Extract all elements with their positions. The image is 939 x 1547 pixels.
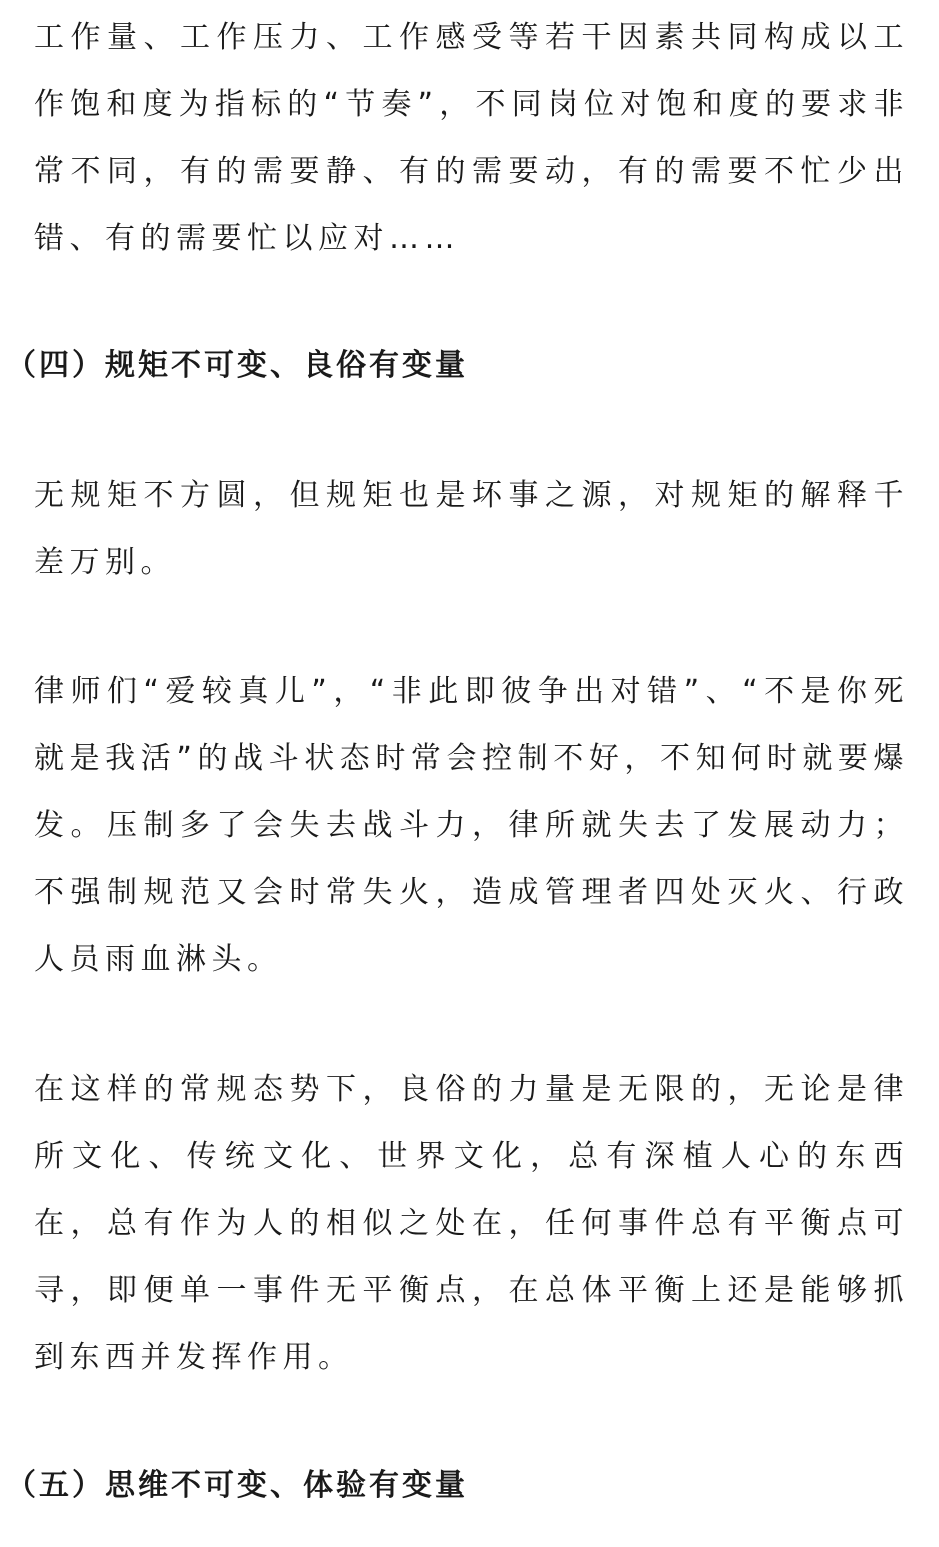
paragraph-work-rhythm: 工作量、工作压力、工作感受等若干因素共同构成以工作饱和度为指标的“节奏”，不同岗位对饱和度的要求非常不同，有的需要静、有的需要动，有的需要不忙少出错、有的需要忙以应对…… (34, 20, 909, 256)
section-heading-four: （四）规矩不可变、良俗有变量 (6, 348, 468, 383)
paragraph-good-customs: 在这样的常规态势下，良俗的力量是无限的，无论是律所文化、传统文化、世界文化，总有深植人心的东西在，总有作为人的相似之处在，任何事件总有平衡点可寻，即便单一事件无平衡点，在总体平衡上还是能够抓到东西并发挥作用。 (34, 1072, 909, 1375)
paragraph-lawyers-combat: 律师们“爱较真儿”，“非此即彼争出对错”、“不是你死就是我活”的战斗状态时常会控制不好，不知何时就要爆发。压制多了会失去战斗力，律所就失去了发展动力；不强制规范又会时常失火，造成管理者四处灭火、行政人员雨血淋头。 (34, 674, 909, 977)
paragraph-rules-intro: 无规矩不方圆，但规矩也是坏事之源，对规矩的解释千差万别。 (34, 478, 909, 580)
section-heading-five: （五）思维不可变、体验有变量 (6, 1468, 468, 1503)
